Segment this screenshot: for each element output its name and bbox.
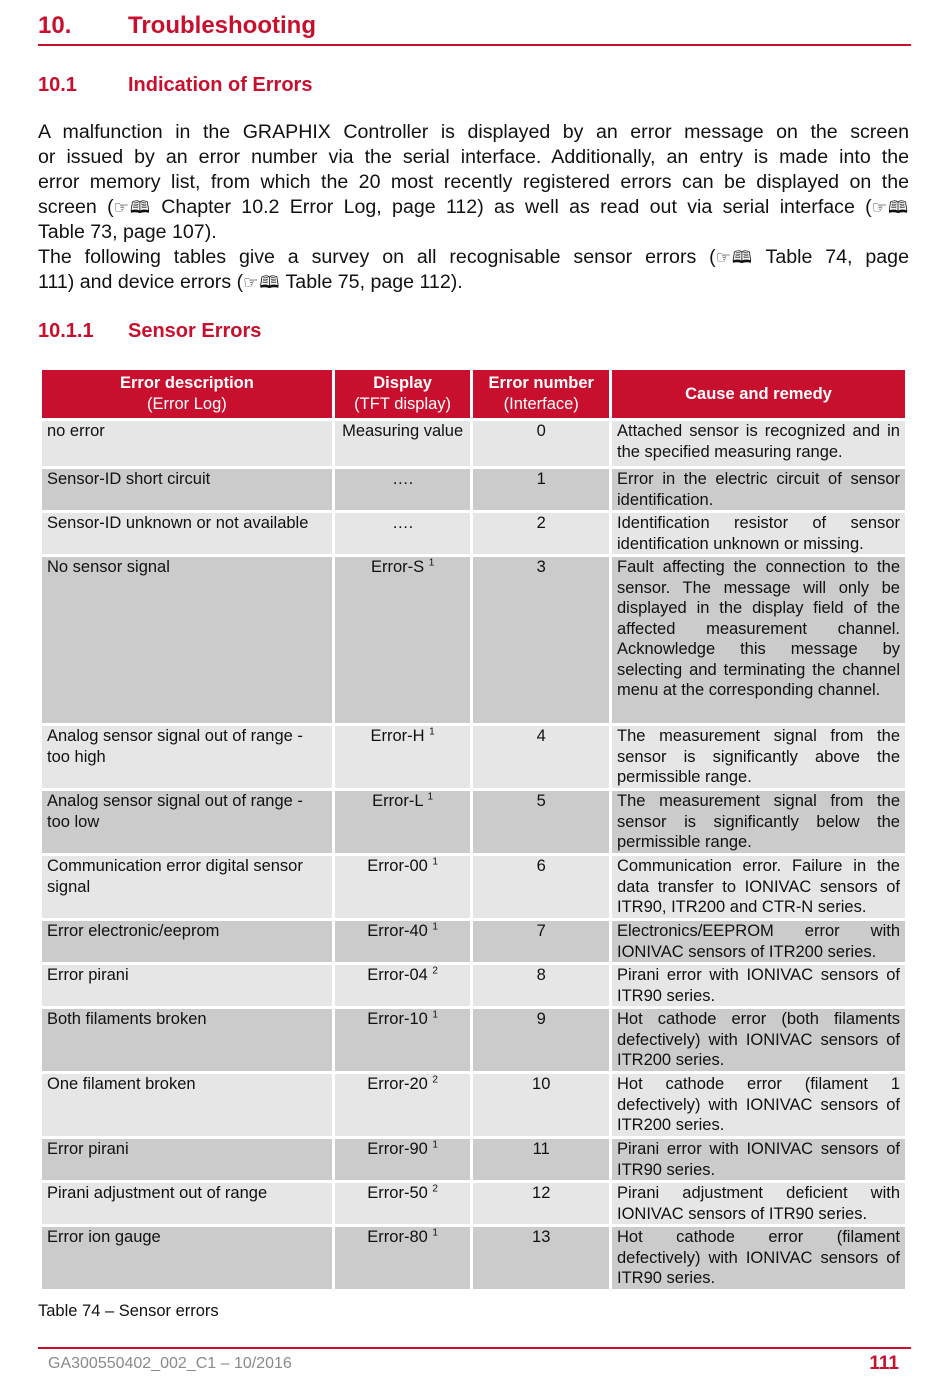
error-description-cell: Sensor-ID short circuit <box>42 469 332 510</box>
intro-text: The following tables give a survey on all recognisable sensor errors ( <box>38 246 716 268</box>
error-description-cell: Both filaments broken <box>42 1009 332 1071</box>
table-row <box>42 1074 905 1136</box>
footnote-marker: 2 <box>432 965 438 977</box>
display-cell <box>335 791 471 853</box>
error-number-cell: 0 <box>473 421 609 466</box>
intro-text: Table 75, page 112). <box>280 271 463 293</box>
error-number-cell: 9 <box>473 1009 609 1071</box>
display-text: Error-00 <box>367 857 428 875</box>
cause-remedy-cell: Fault affecting the connection to the sensor. The message will only be displayed in the display field of the affected measurement channel. Acknowledge this message by selecting and terminating the channel menu at the corresponding channel. <box>612 557 905 723</box>
intro-line: Table 73, page 107). <box>38 221 217 243</box>
cause-remedy-cell: Attached sensor is recognized and in the specified measuring range. <box>612 421 905 466</box>
display-cell <box>335 726 471 788</box>
intro-text: screen ( <box>38 196 114 218</box>
table-row <box>42 791 905 853</box>
error-description-cell: Sensor-ID unknown or not available <box>42 513 332 554</box>
table-row <box>42 856 905 918</box>
section-heading <box>38 74 313 97</box>
intro-line <box>38 195 909 220</box>
chapter-heading <box>38 10 911 46</box>
cause-remedy-cell: Pirani error with IONIVAC sensors of ITR90 series. <box>612 1139 905 1180</box>
table-row <box>42 921 905 962</box>
intro-line <box>38 245 909 270</box>
subsection-number: 10.1.1 <box>38 320 94 342</box>
error-description-cell: One filament broken <box>42 1074 332 1136</box>
display-cell <box>335 856 471 918</box>
display-cell <box>335 1074 471 1136</box>
error-number-cell: 6 <box>473 856 609 918</box>
error-description-cell: Error ion gauge <box>42 1227 332 1289</box>
header-cause-remedy: Cause and remedy <box>612 370 905 418</box>
footnote-marker: 1 <box>429 726 435 738</box>
display-cell <box>335 1183 471 1224</box>
intro-line: A malfunction in the GRAPHIX Controller is displayed by an error message on the screen <box>38 121 909 143</box>
table-row <box>42 965 905 1006</box>
error-description-cell: Communication error digital sensor signal <box>42 856 332 918</box>
table-row <box>42 1227 905 1289</box>
error-description-cell: Error pirani <box>42 965 332 1006</box>
cause-remedy-cell: The measurement signal from the sensor is significantly below the permissible range. <box>612 791 905 853</box>
subsection-title: Sensor Errors <box>128 320 262 342</box>
error-description-cell: Pirani adjustment out of range <box>42 1183 332 1224</box>
display-text: Error-90 <box>367 1140 428 1158</box>
cause-remedy-cell: Error in the electric circuit of sensor identification. <box>612 469 905 510</box>
cross-reference-icon[interactable]: ☞🕮 <box>113 198 151 217</box>
header-display: Display (TFT display) <box>335 370 471 418</box>
error-number-cell: 1 <box>473 469 609 510</box>
cause-remedy-cell: Hot cathode error (both filaments defectively) with IONIVAC sensors of ITR200 series. <box>612 1009 905 1071</box>
sensor-errors-table <box>39 367 908 1292</box>
display-text: Error-H <box>370 727 425 745</box>
display-text: Error-S <box>370 558 425 576</box>
cause-remedy-cell: Pirani error with IONIVAC sensors of ITR90 series. <box>612 965 905 1006</box>
cause-remedy-cell: The measurement signal from the sensor is significantly above the permissible range. <box>612 726 905 788</box>
intro-text: Chapter 10.2 Error Log, page 112) as well as read out via serial interface ( <box>150 196 872 218</box>
display-cell <box>335 513 471 554</box>
intro-text: 111) and device errors ( <box>38 271 244 293</box>
error-description-cell: Error electronic/eeprom <box>42 921 332 962</box>
error-number-cell: 8 <box>473 965 609 1006</box>
cause-remedy-cell: Hot cathode error (filament 1 defectively) with IONIVAC sensors of ITR200 series. <box>612 1074 905 1136</box>
display-cell <box>335 469 471 510</box>
display-text: Error-10 <box>367 1010 428 1028</box>
table-row <box>42 421 905 466</box>
display-cell <box>335 421 471 466</box>
intro-text: Table 74, page <box>752 246 909 268</box>
error-number-cell: 12 <box>473 1183 609 1224</box>
error-description-cell: Analog sensor signal out of range - too high <box>42 726 332 788</box>
header-error-number: Error number (Interface) <box>473 370 609 418</box>
footnote-marker: 1 <box>427 791 434 803</box>
footnote-marker: 1 <box>432 1227 438 1239</box>
display-text: Error-80 <box>367 1228 428 1246</box>
table-row <box>42 557 905 723</box>
error-number-cell: 7 <box>473 921 609 962</box>
section-number: 10.1 <box>38 74 77 96</box>
error-description-cell: Error pirani <box>42 1139 332 1180</box>
chapter-title: Troubleshooting <box>128 12 316 39</box>
footnote-marker: 1 <box>432 1009 438 1021</box>
error-description-cell: No sensor signal <box>42 557 332 723</box>
cause-remedy-cell: Communication error. Failure in the data transfer to IONIVAC sensors of ITR90, ITR200 and CTR-N series. <box>612 856 905 918</box>
cause-remedy-cell: Pirani adjustment deficient with IONIVAC sensors of ITR90 series. <box>612 1183 905 1224</box>
error-number-cell: 13 <box>473 1227 609 1289</box>
display-text: Error-20 <box>367 1075 428 1093</box>
error-number-cell: 10 <box>473 1074 609 1136</box>
error-number-cell: 5 <box>473 791 609 853</box>
cause-remedy-cell: Identification resistor of sensor identification unknown or missing. <box>612 513 905 554</box>
intro-line: error memory list, from which the 20 most recently registered errors can be displayed on the <box>38 171 909 193</box>
table-header-row <box>42 370 905 418</box>
display-text: Error-40 <box>367 922 428 940</box>
page-footer <box>38 1347 911 1379</box>
display-text: Measuring value <box>342 422 464 440</box>
display-text: …. <box>392 470 414 488</box>
header-error-description: Error description (Error Log) <box>42 370 332 418</box>
table-caption: Table 74 – Sensor errors <box>38 1302 219 1320</box>
display-cell <box>335 1009 471 1071</box>
display-cell <box>335 1139 471 1180</box>
error-number-cell: 3 <box>473 557 609 723</box>
table-row <box>42 1009 905 1071</box>
error-number-cell: 4 <box>473 726 609 788</box>
page-number: 111 <box>869 1353 899 1374</box>
table-row <box>42 469 905 510</box>
table-row <box>42 726 905 788</box>
intro-line <box>38 270 909 295</box>
display-cell <box>335 557 471 723</box>
section-title: Indication of Errors <box>128 74 313 96</box>
chapter-number: 10. <box>38 12 72 39</box>
cross-reference-icon[interactable]: ☞🕮 <box>243 273 281 292</box>
footnote-marker: 2 <box>432 1074 438 1086</box>
display-text: Error-04 <box>367 966 428 984</box>
cross-reference-icon[interactable]: ☞🕮 <box>715 248 753 267</box>
footnote-marker: 1 <box>428 557 435 569</box>
table-row <box>42 513 905 554</box>
footnote-marker: 2 <box>432 1183 438 1195</box>
intro-paragraph <box>38 120 909 295</box>
error-description-cell: no error <box>42 421 332 466</box>
display-text: Error-L <box>372 792 423 810</box>
error-number-cell: 2 <box>473 513 609 554</box>
footnote-marker: 1 <box>432 856 438 868</box>
display-text: Error-50 <box>367 1184 428 1202</box>
intro-line: or issued by an error number via the serial interface. Additionally, an entry is made into the <box>38 146 909 168</box>
document-id: GA300550402_002_C1 – 10/2016 <box>48 1355 292 1372</box>
display-cell <box>335 965 471 1006</box>
display-text: …. <box>392 514 414 532</box>
footnote-marker: 1 <box>432 1139 438 1151</box>
display-cell <box>335 1227 471 1289</box>
error-description-cell: Analog sensor signal out of range - too low <box>42 791 332 853</box>
cause-remedy-cell: Electronics/EEPROM error with IONIVAC sensors of ITR200 series. <box>612 921 905 962</box>
cause-remedy-cell: Hot cathode error (filament defectively) with IONIVAC sensors of ITR90 series. <box>612 1227 905 1289</box>
cross-reference-icon[interactable]: ☞🕮 <box>871 198 909 217</box>
display-cell <box>335 921 471 962</box>
subsection-heading <box>38 320 262 343</box>
error-number-cell: 11 <box>473 1139 609 1180</box>
footnote-marker: 1 <box>432 921 438 933</box>
table-row <box>42 1139 905 1180</box>
table-row <box>42 1183 905 1224</box>
